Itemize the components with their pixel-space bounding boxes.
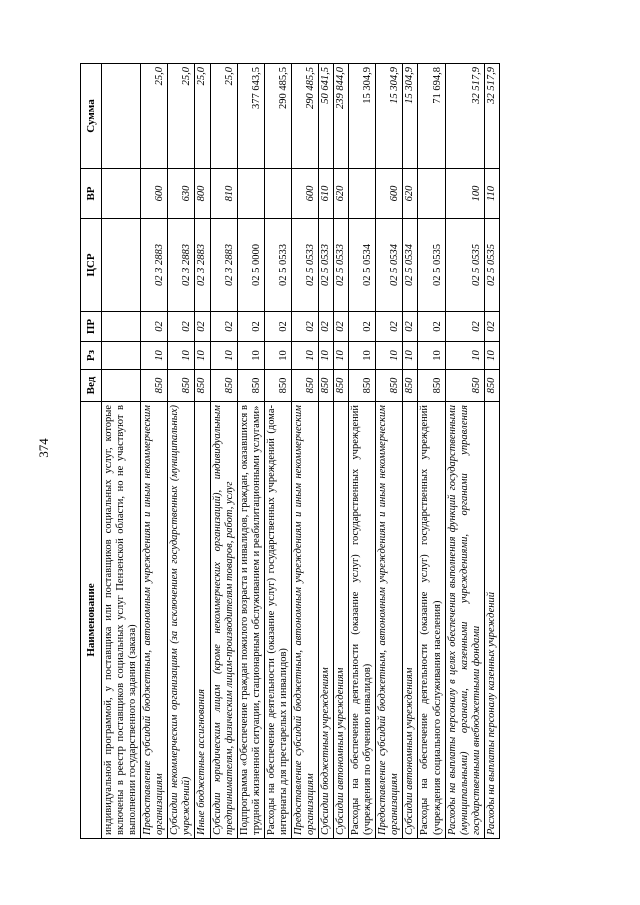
cell-sum: 50 641,5 bbox=[319, 64, 334, 169]
cell-vr bbox=[418, 169, 445, 219]
cell-rz: 10 bbox=[210, 342, 237, 370]
cell-csr: 02 3 2883 bbox=[195, 219, 210, 312]
cell-sum: 25,0 bbox=[141, 64, 168, 169]
cell-vr: 630 bbox=[168, 169, 195, 219]
cell-csr: 02 5 0535 bbox=[484, 219, 499, 312]
cell-sum: 15 304,9 bbox=[376, 64, 403, 169]
cell-name: Субсидии юридическим лицам (кроме некоммерческих организаций), индивидуальным предпринимателям, физическим лицам-производителям товаров, работ, услуг bbox=[210, 402, 237, 839]
cell-rz: 10 bbox=[195, 342, 210, 370]
cell-csr: 02 5 0535 bbox=[445, 219, 484, 312]
cell-csr bbox=[102, 219, 141, 312]
cell-csr: 02 3 2883 bbox=[141, 219, 168, 312]
cell-pr: 02 bbox=[349, 312, 376, 342]
rotated-budget-table bbox=[80, 64, 573, 839]
cell-ved: 850 bbox=[291, 370, 318, 402]
cell-ved: 850 bbox=[210, 370, 237, 402]
table-row bbox=[141, 64, 168, 839]
cell-csr: 02 3 2883 bbox=[168, 219, 195, 312]
table-row bbox=[237, 64, 264, 839]
page-number: 374 bbox=[36, 438, 51, 458]
cell-rz: 10 bbox=[376, 342, 403, 370]
header-vr: ВР bbox=[81, 169, 102, 219]
table-header-row bbox=[81, 64, 102, 839]
cell-rz: 10 bbox=[418, 342, 445, 370]
cell-pr: 02 bbox=[484, 312, 499, 342]
cell-pr: 02 bbox=[319, 312, 334, 342]
header-rz: Рз bbox=[81, 342, 102, 370]
cell-vr: 600 bbox=[141, 169, 168, 219]
cell-name: Предоставление субсидий бюджетным, автономным учреждениям и иным некоммерческим организациям bbox=[141, 402, 168, 839]
cell-sum: 32 517,9 bbox=[484, 64, 499, 169]
cell-pr: 02 bbox=[168, 312, 195, 342]
header-csr: ЦСР bbox=[81, 219, 102, 312]
cell-vr bbox=[264, 169, 291, 219]
cell-rz: 10 bbox=[168, 342, 195, 370]
cell-rz bbox=[102, 342, 141, 370]
cell-vr: 600 bbox=[291, 169, 318, 219]
cell-csr: 02 5 0533 bbox=[319, 219, 334, 312]
cell-ved: 850 bbox=[418, 370, 445, 402]
cell-csr: 02 5 0533 bbox=[264, 219, 291, 312]
cell-name: Иные бюджетные ассигнования bbox=[195, 402, 210, 839]
cell-ved: 850 bbox=[349, 370, 376, 402]
cell-pr bbox=[102, 312, 141, 342]
cell-csr: 02 3 2883 bbox=[210, 219, 237, 312]
cell-pr: 02 bbox=[264, 312, 291, 342]
cell-name: Субсидии автономным учреждениям bbox=[403, 402, 418, 839]
cell-name: Субсидии некоммерческим организациям (за исключением государственных (муниципальных) учреждений) bbox=[168, 402, 195, 839]
cell-ved: 850 bbox=[484, 370, 499, 402]
cell-rz: 10 bbox=[484, 342, 499, 370]
cell-pr: 02 bbox=[195, 312, 210, 342]
cell-pr: 02 bbox=[237, 312, 264, 342]
cell-name: Подпрограмма «Обеспечение граждан пожилого возраста и инвалидов, граждан, оказавшихся в трудной жизненной ситуации, стационарным обслуживанием и реабилитационными услугами» bbox=[237, 402, 264, 839]
cell-ved: 850 bbox=[195, 370, 210, 402]
cell-sum: 25,0 bbox=[210, 64, 237, 169]
cell-vr: 800 bbox=[195, 169, 210, 219]
cell-sum: 239 844,0 bbox=[334, 64, 349, 169]
cell-csr: 02 5 0533 bbox=[291, 219, 318, 312]
cell-rz: 10 bbox=[264, 342, 291, 370]
cell-pr: 02 bbox=[403, 312, 418, 342]
cell-ved: 850 bbox=[376, 370, 403, 402]
table-row bbox=[334, 64, 349, 839]
cell-pr: 02 bbox=[376, 312, 403, 342]
cell-ved: 850 bbox=[445, 370, 484, 402]
table-row bbox=[319, 64, 334, 839]
cell-vr: 620 bbox=[403, 169, 418, 219]
cell-pr: 02 bbox=[334, 312, 349, 342]
header-sum: Сумма bbox=[81, 64, 102, 169]
budget-table bbox=[80, 63, 500, 839]
header-name: Наименование bbox=[81, 402, 102, 839]
cell-ved: 850 bbox=[319, 370, 334, 402]
table-row bbox=[195, 64, 210, 839]
cell-sum bbox=[102, 64, 141, 169]
cell-sum: 15 304,9 bbox=[349, 64, 376, 169]
cell-vr: 600 bbox=[376, 169, 403, 219]
cell-ved: 850 bbox=[237, 370, 264, 402]
cell-vr bbox=[349, 169, 376, 219]
cell-sum: 15 304,9 bbox=[403, 64, 418, 169]
cell-sum: 290 485,5 bbox=[291, 64, 318, 169]
cell-name: индивидуальной программой, у поставщика или поставщиков социальных услуг, которые включены в реестр поставщиков социальных услуг Пензенской области, но не участвуют в выполнении государственного задания (заказа) bbox=[102, 402, 141, 839]
header-ved: Вед bbox=[81, 370, 102, 402]
cell-ved: 850 bbox=[334, 370, 349, 402]
cell-name: Расходы на обеспечение деятельности (оказание услуг) государственных учреждений (учреждения социального обслуживания населения) bbox=[418, 402, 445, 839]
table-row bbox=[210, 64, 237, 839]
table-row bbox=[349, 64, 376, 839]
cell-name: Субсидии автономным учреждениям bbox=[334, 402, 349, 839]
cell-vr: 810 bbox=[210, 169, 237, 219]
cell-ved bbox=[102, 370, 141, 402]
cell-vr: 110 bbox=[484, 169, 499, 219]
table-row bbox=[484, 64, 499, 839]
cell-rz: 10 bbox=[319, 342, 334, 370]
table-row bbox=[102, 64, 141, 839]
table-body bbox=[102, 64, 500, 839]
table-row bbox=[264, 64, 291, 839]
cell-name: Субсидии бюджетным учреждениям bbox=[319, 402, 334, 839]
table-row bbox=[168, 64, 195, 839]
cell-rz: 10 bbox=[291, 342, 318, 370]
cell-vr: 610 bbox=[319, 169, 334, 219]
cell-sum: 25,0 bbox=[168, 64, 195, 169]
cell-vr bbox=[237, 169, 264, 219]
cell-vr: 620 bbox=[334, 169, 349, 219]
cell-pr: 02 bbox=[210, 312, 237, 342]
cell-ved: 850 bbox=[403, 370, 418, 402]
cell-csr: 02 5 0535 bbox=[418, 219, 445, 312]
table-row bbox=[445, 64, 484, 839]
cell-rz: 10 bbox=[349, 342, 376, 370]
table-row bbox=[291, 64, 318, 839]
cell-name: Расходы на выплаты персоналу в целях обеспечения выполнения функций государственными (муниципальными) органами, казенными учреждениями, органами управления государственными внебюджетными фондами bbox=[445, 402, 484, 839]
cell-sum: 377 643,5 bbox=[237, 64, 264, 169]
cell-name: Расходы на выплаты персоналу казенных учреждений bbox=[484, 402, 499, 839]
cell-rz: 10 bbox=[403, 342, 418, 370]
cell-csr: 02 5 0000 bbox=[237, 219, 264, 312]
cell-csr: 02 5 0533 bbox=[334, 219, 349, 312]
cell-ved: 850 bbox=[141, 370, 168, 402]
cell-sum: 32 517,9 bbox=[445, 64, 484, 169]
cell-name: Расходы на обеспечение деятельности (оказание услуг) государственных учреждений (дома-интернаты для престарелых и инвалидов) bbox=[264, 402, 291, 839]
header-pr: ПР bbox=[81, 312, 102, 342]
cell-rz: 10 bbox=[237, 342, 264, 370]
table-row bbox=[418, 64, 445, 839]
cell-pr: 02 bbox=[445, 312, 484, 342]
table-row bbox=[376, 64, 403, 839]
cell-vr: 100 bbox=[445, 169, 484, 219]
cell-vr bbox=[102, 169, 141, 219]
cell-sum: 71 694,8 bbox=[418, 64, 445, 169]
cell-name: Предоставление субсидий бюджетным, автономным учреждениям и иным некоммерческим организациям bbox=[291, 402, 318, 839]
cell-sum: 25,0 bbox=[195, 64, 210, 169]
cell-sum: 290 485,5 bbox=[264, 64, 291, 169]
cell-name: Расходы на обеспечение деятельности (оказание услуг) государственных учреждений (учреждения по обучению инвалидов) bbox=[349, 402, 376, 839]
cell-ved: 850 bbox=[264, 370, 291, 402]
cell-name: Предоставление субсидий бюджетным, автономным учреждениям и иным некоммерческим организациям bbox=[376, 402, 403, 839]
cell-csr: 02 5 0534 bbox=[349, 219, 376, 312]
table-row bbox=[403, 64, 418, 839]
cell-pr: 02 bbox=[291, 312, 318, 342]
cell-rz: 10 bbox=[334, 342, 349, 370]
cell-rz: 10 bbox=[445, 342, 484, 370]
cell-csr: 02 5 0534 bbox=[376, 219, 403, 312]
cell-csr: 02 5 0534 bbox=[403, 219, 418, 312]
cell-pr: 02 bbox=[418, 312, 445, 342]
cell-rz: 10 bbox=[141, 342, 168, 370]
cell-ved: 850 bbox=[168, 370, 195, 402]
cell-pr: 02 bbox=[141, 312, 168, 342]
